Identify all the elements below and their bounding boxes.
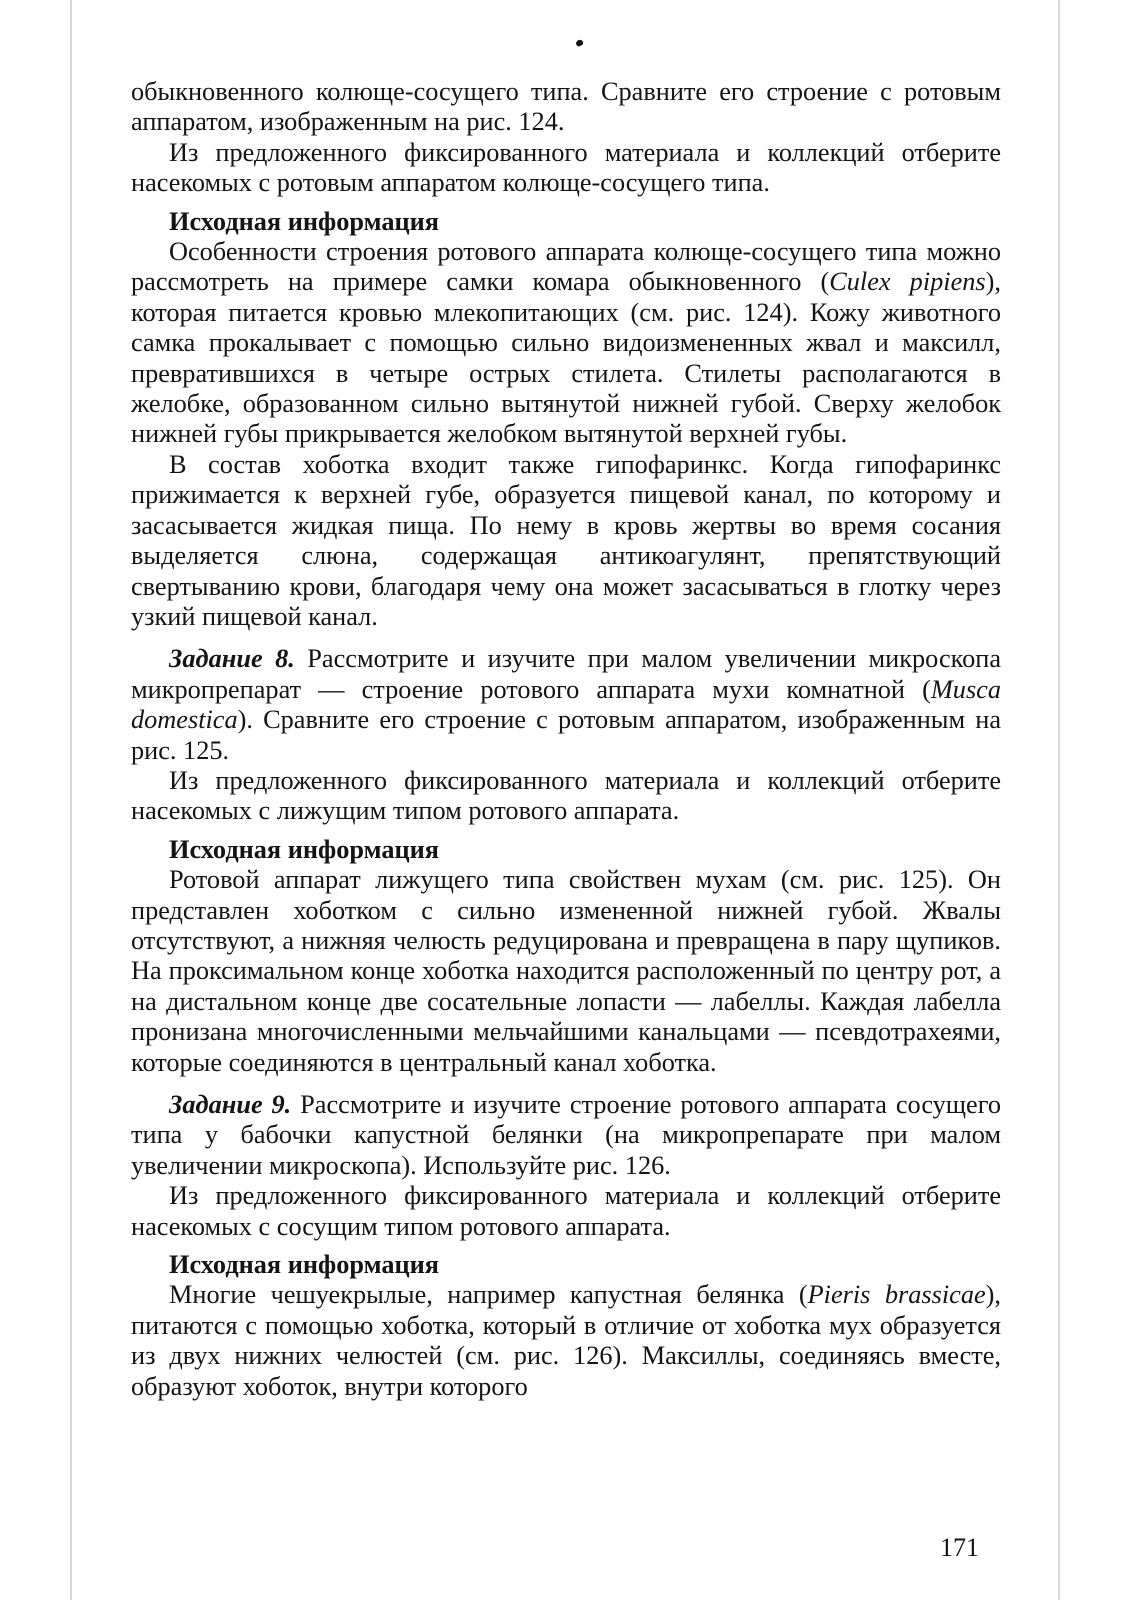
page-number: 171 xyxy=(940,1533,979,1562)
paragraph xyxy=(131,1090,1001,1181)
text-run: Исходная информация xyxy=(169,206,440,236)
text-run: Из предложенного фиксированного материала и коллекций отберите насекомых с сосущим типом ротового аппарата. xyxy=(131,1181,1001,1241)
paragraph xyxy=(131,237,1001,450)
section-heading xyxy=(131,1250,1001,1280)
text-run: ), питаются с помощью хоботка, который в отличие от хоботка мух образуется из двух нижних челюстей (см. рис. 126). Максиллы, соединяясь вместе, образуют хоботок, внутри которого xyxy=(131,1280,1002,1401)
paragraph xyxy=(131,77,1001,138)
latin-name: Musca domestica xyxy=(131,674,1001,735)
page-text xyxy=(131,77,1001,1402)
paragraph xyxy=(131,865,1001,1078)
text-run: Из предложенного фиксированного материала и коллекций отберите насекомых с лижущим типом ротового аппарата. xyxy=(131,765,1001,826)
section-heading xyxy=(131,835,1001,865)
paragraph xyxy=(131,450,1001,632)
paragraph xyxy=(131,1181,1001,1242)
paragraph xyxy=(131,644,1001,766)
latin-name: Pieris brassicae xyxy=(807,1280,986,1310)
paragraph xyxy=(131,138,1001,199)
text-run: Из предложенного фиксированного материала и коллекций отберите насекомых с ротовым аппаратом колюще-сосущего типа. xyxy=(131,137,1001,198)
text-run: Особенности строения ротового аппарата колюще-сосущего типа можно рассмотреть на примере самки комара обыкновенного ( xyxy=(131,237,1001,297)
text-run: Рассмотрите и изучите при малом увеличении микроскопа микропрепарат — строение ротового аппарата мухи комнатной ( xyxy=(131,644,1001,704)
paragraph xyxy=(131,1280,1001,1402)
text-run: Многие чешуекрылые, например капустная белянка ( xyxy=(169,1280,808,1310)
task-label: Задание 8. xyxy=(169,644,295,674)
text-run: ). Сравните его строение с ротовым аппаратом, изображенным на рис. 125. xyxy=(131,705,1001,765)
text-run: В состав хоботка входит также гипофаринкс. Когда гипофаринкс прижимается к верхней губе, образуется пищевой канал, по которому и засасывается жидкая пища. По нему в кровь жертвы во время сосания выделяется слюна, содержащая антикоагулянт, препятствующий свертыванию крови, благодаря чему она может засасываться в глотку через узкий пищевой канал. xyxy=(131,449,1001,631)
task-label: Задание 9. xyxy=(169,1090,292,1119)
section-heading xyxy=(131,207,1001,237)
text-run: Исходная информация xyxy=(169,834,440,864)
text-run: Ротовой аппарат лижущего типа свойствен мухам (см. рис. 125). Он представлен хоботком с сильно измененной нижней губой. Жвалы отсутствуют, а нижняя челюсть редуцирована и превращена в пару щупиков. На проксимальном конце хоботка находится расположенный по центру рот, а на дистальном конце две сосательные лопасти — лабеллы. Каждая лабелла пронизана многочисленными мельчайшими канальцами — псевдотрахеями, которые соединяются в центральный канал хоботка. xyxy=(131,865,1001,1077)
paragraph xyxy=(131,766,1001,827)
text-run: Исходная информация xyxy=(169,1250,440,1280)
text-run: ), которая питается кровью млекопитающих (см. рис. 124). Кожу животного самка прокалывает с помощью сильно видоизмененных жвал и максилл, превратившихся в четыре острых стилета. Стилеты располагаются в желобке, образованном сильно вытянутой нижней губой. Сверху желобок нижней губы прикрывается желобком вытянутой верхней губы. xyxy=(131,267,1001,449)
latin-name: Culex pipiens xyxy=(829,267,986,297)
text-run: Рассмотрите и изучите строение ротового аппарата сосущего типа у бабочки капустной белянки (на микропрепарате при малом увеличении микроскопа). Используйте рис. 126. xyxy=(131,1090,1001,1180)
text-run: обыкновенного колюще-сосущего типа. Сравните его строение с ротовым аппаратом, изображенным на рис. 124. xyxy=(131,77,1001,137)
